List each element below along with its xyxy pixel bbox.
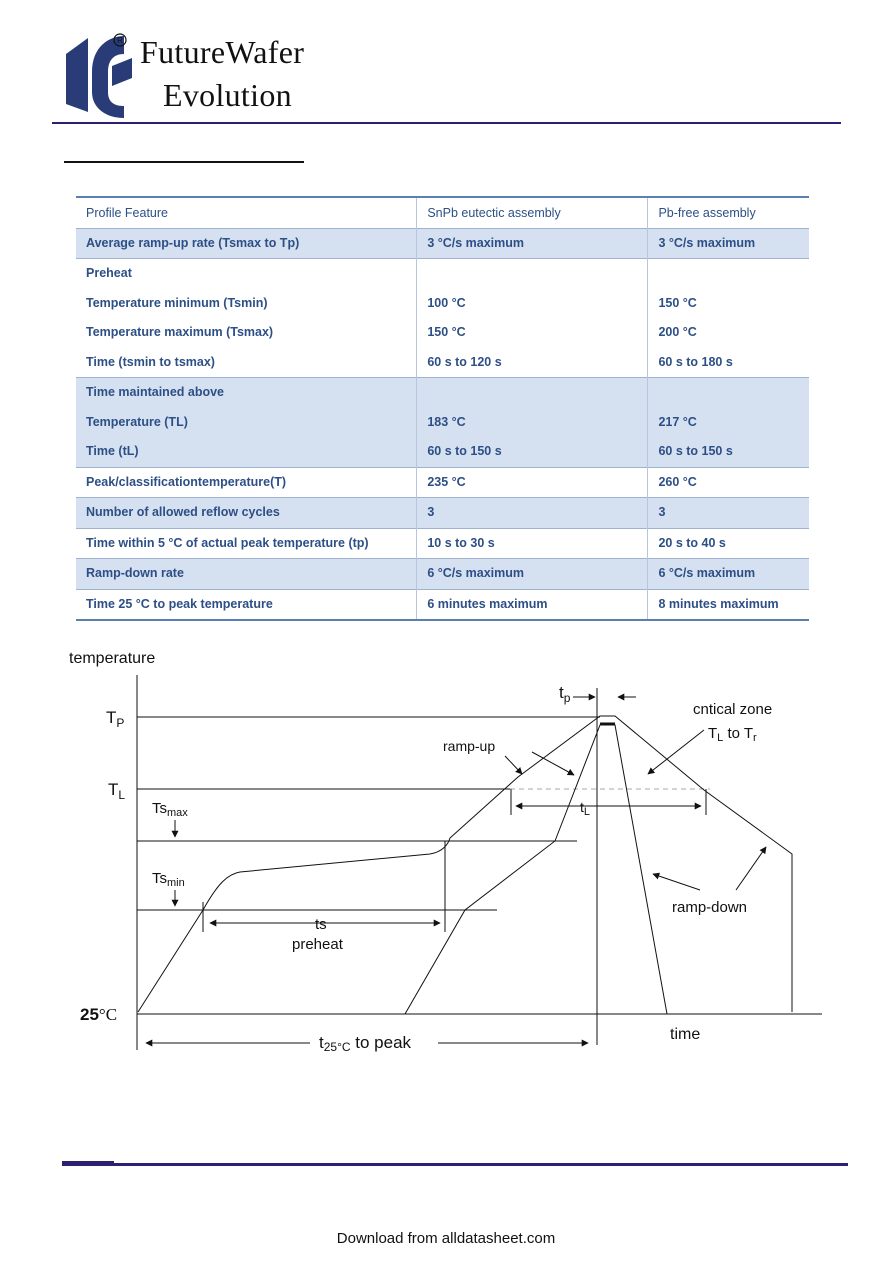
table-row — [76, 228, 809, 259]
cell-feature: Time (tsmin to tsmax) — [86, 354, 215, 369]
origin-unit: °C — [98, 1005, 118, 1024]
cell-snpb: 6 minutes maximum — [427, 596, 548, 611]
svg-text:tL — [580, 799, 590, 818]
cell-pbfree: 150 °C — [658, 295, 697, 310]
footer-divider — [62, 1163, 848, 1166]
cell-pbfree: 20 s to 40 s — [658, 535, 726, 550]
tsmax-label: Ts — [152, 800, 167, 817]
svg-text:tp — [559, 683, 571, 705]
tsmin-label: Ts — [152, 870, 167, 887]
cell-pbfree: 3 — [658, 505, 666, 519]
cell-pbfree — [658, 378, 799, 408]
svg-text:Tsmin — [152, 870, 185, 889]
brand-name-line1: FutureWafer — [140, 34, 305, 70]
total-time-subscript: 25°C — [323, 1040, 351, 1054]
y-axis-label: temperature — [69, 650, 156, 667]
table-row — [76, 589, 809, 620]
company-logo — [62, 32, 142, 120]
tsmax-subscript: max — [167, 807, 188, 819]
ramp-down-label: ramp-down — [672, 899, 748, 916]
table-row — [76, 498, 809, 529]
tl-time-label: t — [580, 799, 584, 815]
column-header-snpb: SnPb eutectic assembly — [417, 197, 648, 228]
cell-snpb: 3 °C/s maximum — [427, 235, 525, 250]
cell-snpb: 3 — [427, 505, 435, 519]
table-row — [76, 259, 809, 378]
cell-feature: Temperature maximum (Tsmax) — [86, 325, 274, 339]
cell-pbfree: 8 minutes maximum — [658, 596, 779, 611]
critical-range-b-subscript: r — [753, 732, 757, 744]
cell-feature: Time (tL) — [86, 444, 139, 458]
critical-range-a-subscript: L — [717, 732, 724, 744]
reflow-profile-table — [76, 196, 809, 621]
ramp-down-pointer-2 — [736, 847, 766, 890]
x-axis-label: time — [670, 1026, 701, 1043]
table-row — [76, 559, 809, 590]
svg-text:TP — [106, 708, 124, 730]
cell-pbfree: 6 °C/s maximum — [658, 566, 756, 580]
tl-label: T — [108, 780, 119, 799]
table-header-row — [76, 197, 809, 228]
peak-time-subscript: p — [563, 691, 571, 705]
cell-snpb: 150 °C — [427, 325, 466, 339]
tl-time-subscript: L — [583, 806, 591, 818]
cell-feature: Peak/classificationtemperature(T) — [86, 474, 287, 489]
reflow-profile-curve-inner — [405, 725, 667, 1014]
origin-temperature: 25 — [80, 1005, 99, 1024]
cell-snpb: 60 s to 150 s — [427, 444, 502, 458]
cell-feature: Average ramp-up rate (Tsmax to Tp) — [86, 235, 300, 250]
cell-snpb: 183 °C — [427, 414, 466, 429]
cell-snpb: 60 s to 120 s — [427, 354, 502, 369]
ramp-up-label: ramp-up — [443, 738, 496, 754]
total-time-label: t — [319, 1033, 324, 1052]
table-row — [76, 467, 809, 498]
critical-range-a: T — [708, 725, 718, 742]
cell-feature: Preheat — [86, 266, 132, 280]
critical-zone-label: cntical zone — [693, 701, 773, 718]
tl-subscript: L — [118, 788, 126, 802]
download-source-text: Download from alldatasheet.com — [336, 1230, 556, 1247]
registered-mark: R — [117, 36, 123, 45]
cell-snpb: 235 °C — [427, 474, 466, 489]
cell-feature: Time 25 °C to peak temperature — [86, 596, 273, 611]
cell-snpb: 10 s to 30 s — [427, 535, 495, 550]
section-title-underline — [64, 161, 304, 163]
ramp-up-pointer-1 — [505, 756, 522, 774]
table-row — [76, 378, 809, 468]
cell-feature: Ramp-down rate — [86, 566, 184, 580]
cell-snpb: 6 °C/s maximum — [427, 566, 525, 580]
svg-text:TL — [108, 780, 125, 802]
header-divider — [52, 122, 841, 124]
cell-snpb — [427, 259, 637, 289]
column-header-feature: Profile Feature — [86, 205, 168, 220]
ramp-down-pointer-1 — [653, 874, 700, 890]
cell-pbfree: 60 s to 150 s — [658, 444, 733, 458]
critical-range-to: to — [723, 725, 744, 742]
cell-pbfree: 3 °C/s maximum — [658, 235, 756, 250]
total-time-rest: to peak — [350, 1033, 412, 1052]
peak-time-label: t — [559, 683, 564, 702]
cell-feature: Time maintained above — [86, 385, 225, 399]
tp-subscript: P — [116, 716, 125, 730]
reflow-profile-diagram — [60, 640, 840, 1060]
cell-feature: Temperature (TL) — [86, 414, 188, 429]
cell-feature: Temperature minimum (Tsmin) — [86, 295, 268, 310]
cell-pbfree: 260 °C — [658, 474, 697, 489]
ts-label: ts — [315, 916, 327, 933]
cell-pbfree: 200 °C — [658, 325, 697, 339]
reflow-profile-curve-outer — [138, 716, 792, 1012]
tp-label: T — [106, 708, 117, 727]
svg-text:25°C — [80, 1005, 117, 1024]
column-header-pbfree: Pb-free assembly — [648, 197, 809, 228]
cell-pbfree: 217 °C — [658, 414, 697, 429]
cell-snpb: 100 °C — [427, 295, 466, 310]
table-row — [76, 528, 809, 559]
ramp-up-pointer-2 — [532, 752, 574, 775]
tsmin-subscript: min — [167, 877, 185, 889]
brand-name-line2: Evolution — [163, 77, 292, 113]
cell-pbfree: 60 s to 180 s — [658, 354, 733, 369]
svg-text:Tsmax — [152, 800, 188, 819]
cell-snpb — [427, 378, 637, 408]
svg-text:TL to Tr — [708, 725, 757, 744]
critical-zone-pointer — [648, 730, 704, 774]
cell-pbfree — [658, 259, 799, 289]
cell-feature: Time within 5 °C of actual peak temperature (tp) — [86, 535, 369, 550]
critical-range-b: T — [743, 725, 754, 742]
cell-feature: Number of allowed reflow cycles — [86, 505, 280, 519]
svg-text:t25°C to peak — [319, 1033, 412, 1054]
preheat-label: preheat — [292, 936, 343, 953]
